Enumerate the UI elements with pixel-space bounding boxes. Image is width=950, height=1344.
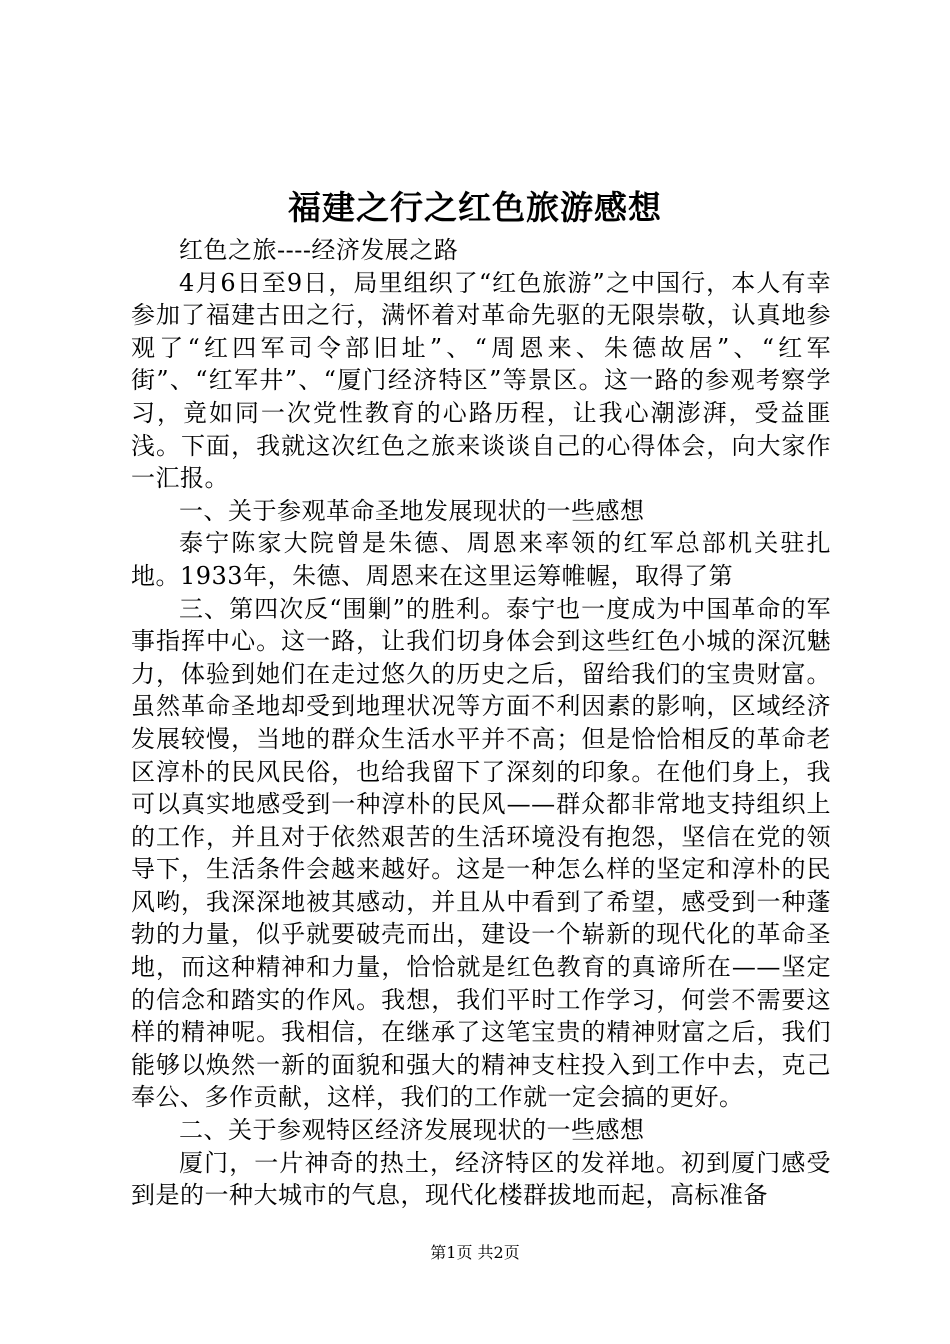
document-body: [131, 234, 831, 1212]
section-heading-2: 二、关于参观特区经济发展现状的一些感想: [179, 1116, 645, 1145]
section-heading-1: 一、关于参观革命圣地发展现状的一些感想: [179, 496, 645, 525]
body-paragraph: 厦门，一片神奇的热土，经济特区的发祥地。初到厦门感受到是的一种大城市的气息，现代化楼群拔地而起，高标准备: [131, 1148, 831, 1210]
document-title: 福建之行之红色旅游感想: [288, 188, 662, 227]
body-paragraph: 三、第四次反“围剿”的胜利。泰宁也一度成为中国革命的军事指挥中心。这一路，让我们切身体会到这些红色小城的深沉魅力，体验到她们在走过悠久的历史之后，留给我们的宝贵财富。虽然革命圣地却受到地理状况等方面不利因素的影响，区域经济发展较慢，当地的群众生活水平并不高；但是恰恰相反的革命老区淳朴的民风民俗，也给我留下了深刻的印象。在他们身上，我可以真实地感受到一种淳朴的民风——群众都非常地支持组织上的工作，并且对于依然艰苦的生活环境没有抱怨，坚信在党的领导下，生活条件会越来越好。这是一种怎么样的坚定和淳朴的民风哟，我深深地被其感动，并且从中看到了希望，感受到一种蓬勃的力量，似乎就要破壳而出，建设一个崭新的现代化的革命圣地，而这种精神和力量，恰恰就是红色教育的真谛所在——坚定的信念和踏实的作风。我想，我们平时工作学习，何尝不需要这样的精神呢。我相信，在继承了这笔宝贵的精神财富之后，我们能够以焕然一新的面貌和强大的精神支柱投入到工作中去，克己奉公、多作贡献，这样，我们的工作就一定会搞的更好。: [131, 594, 831, 1112]
page-number-footer: 第1页 共2页: [430, 1243, 520, 1262]
body-paragraph: 泰宁陈家大院曾是朱德、周恩来率领的红军总部机关驻扎地。1933年，朱德、周恩来在这里运筹帷幄，取得了第: [131, 529, 831, 590]
intro-paragraph: 4月6日至9日，局里组织了“红色旅游”之中国行，本人有幸参加了福建古田之行，满怀着对革命先驱的无限崇敬，认真地参观了“红四军司令部旧址”、“周恩来、朱德故居”、“红军街”、“红军井”、“厦门经济特区”等景区。这一路的参观考察学习，竟如同一次党性教育的心路历程，让我心潮澎湃，受益匪浅。下面，我就这次红色之旅来谈谈自己的心得体会，向大家作一汇报。: [131, 268, 831, 493]
subtitle-paragraph: 红色之旅----经济发展之路: [179, 236, 459, 264]
